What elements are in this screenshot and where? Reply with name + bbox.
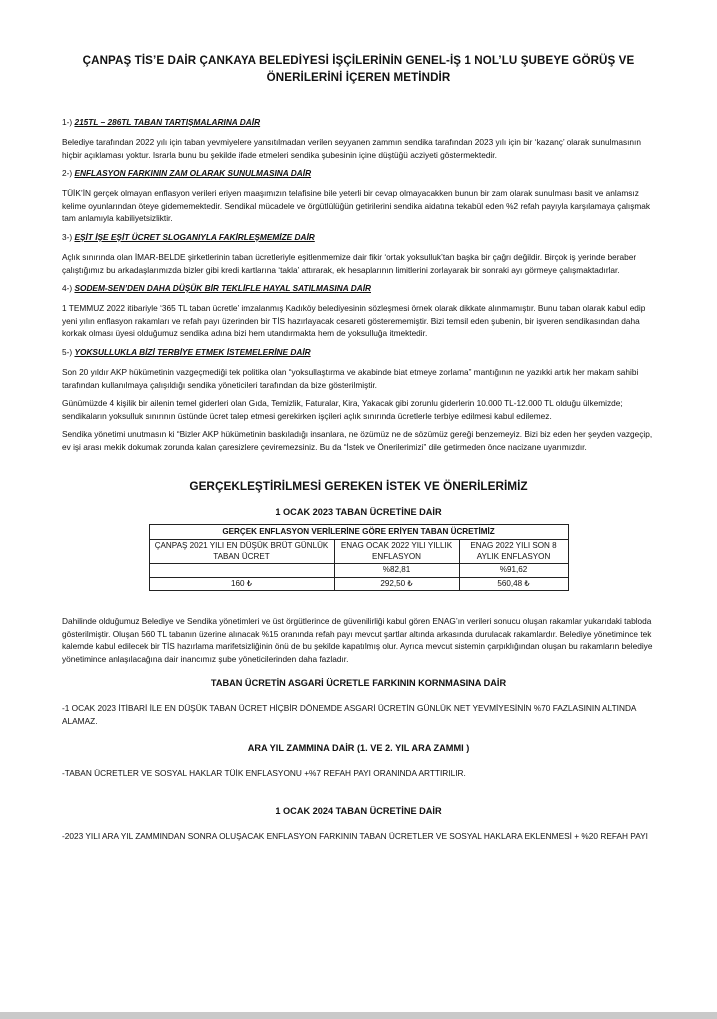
- table-cell: 560,48 ₺: [459, 577, 568, 591]
- section-number: 2-): [62, 168, 73, 179]
- section-heading: [62, 167, 655, 179]
- document-title: ÇANPAŞ TİS’E DAİR ÇANKAYA BELEDİYESİ İŞÇİLERİNİN GENEL-İŞ 1 NOL’LU ŞUBEYE GÖRÜŞ VE ÖNERİLERİNİ İÇEREN METİNDİR: [82, 54, 635, 84]
- section-heading: [62, 231, 655, 243]
- section-number: 4-): [62, 283, 73, 294]
- section-heading: [62, 282, 655, 294]
- section-label: ENFLASYON FARKININ ZAM OLARAK SUNULMASINA DAİR: [74, 168, 312, 179]
- section-paragraph: TÜİK’İN gerçek olmayan enflasyon verileri eriyen maaşımızın telafisine bile yeterli bir cevap olmayacakken bunun bir zam olarak sunulması basit ve anlamsız kelime oyunlarından öteye gidememektedir. Sendikal mücadele ve örgütlülüğün getirilerini sendika aidatına tekabül eden %2 refah payıyla karşılamaya çalışmak tam anlamıyla kabiliyetsizliktir.: [62, 188, 651, 224]
- table-cell: 160 ₺: [149, 577, 334, 591]
- section-1: [62, 116, 655, 161]
- gap-heading: TABAN ÜCRETİN ASGARİ ÜCRETLE FARKININ KORNMASINA DAİR: [210, 678, 507, 689]
- section-4: [62, 282, 655, 340]
- inflation-table: [149, 524, 569, 592]
- section-5: [62, 346, 655, 454]
- section-number: 3-): [62, 231, 73, 242]
- table-cell: %82,81: [334, 564, 459, 578]
- section-2: [62, 167, 655, 225]
- section-paragraph: Açlık sınırında olan İMAR-BELDE şirketlerinin taban ücretleriyle eşitlenmemize dair fikir ‘ortak yoksulluk’tan başka bir çağrı değildir. Birçok iş yerinde beraber çalıştığımız bu arkadaşlarımızda bizler gibi kredi kartlarına ‘takla’ attırarak, ek hesaplarının limitlerini zorlayarak bir sonraki ayı görmeye çalışmaktadırlar.: [62, 251, 637, 275]
- section-number: 5-): [62, 346, 73, 357]
- table-header-cell: ENAG 2022 YILI SON 8 AYLIK ENFLASYON: [459, 540, 568, 564]
- table-cell: %91,62: [459, 564, 568, 578]
- demands-heading: GERÇEKLEŞTİRİLMESİ GEREKEN İSTEK VE ÖNERİLERİMİZ: [189, 478, 528, 493]
- section-paragraph: Günümüzde 4 kişilik bir ailenin temel giderleri olan Gıda, Temizlik, Faturalar, Kira, Yakacak gibi zorunlu giderlerin 10.000 TL-12.000 TL olduğu ülkemizde; sendikaların yoksulluk sınırının üstünde ücret talep etmesi gerekirken işçileri açlık sınırında ücretlerle terbiye edilmesi kabul edilemez.: [62, 398, 623, 421]
- jan-2024-text: -2023 YILI ARA YIL ZAMMINDAN SONRA OLUŞACAK ENFLASYON FARKININ TABAN ÜCRETLER VE SOSYAL HAKLARA EKLENMESİ + %20 REFAH PAYI: [62, 831, 648, 842]
- table-header-cell: ENAG OCAK 2022 YILI YILLIK ENFLASYON: [334, 540, 459, 564]
- section-label: EŞİT İŞE EŞİT ÜCRET SLOGANIYLA FAKİRLEŞMEMİZE DAİR: [74, 231, 315, 242]
- midyear-text: -TABAN ÜCRETLER VE SOSYAL HAKLAR TÜİK ENFLASYONU +%7 REFAH PAYI ORANINDA ARTTIRILIR.: [62, 767, 466, 778]
- page-bottom-edge: [0, 1012, 717, 1019]
- table-cell: [149, 564, 334, 578]
- jan-2024-heading: 1 OCAK 2024 TABAN ÜCRETİNE DAİR: [275, 806, 442, 817]
- section-paragraph: Belediye tarafından 2022 yılı için taban yevmiyelere yansıtılmadan verilen seyyanen zammın sendika tarafından 2023 yılı için bir ‘kazanç’ olarak sunulmasının hiçbir açıklaması yoktur. Israrla bunu bu şekilde ifade etmeleri sendika şubesinin içine düştüğü acziyeti göstermektedir.: [62, 137, 641, 160]
- section-heading: [62, 116, 655, 128]
- table-caption: GERÇEK ENFLASYON VERİLERİNE GÖRE ERİYEN TABAN ÜCRETİMİZ: [149, 524, 568, 540]
- table-note: Dahilinde olduğumuz Belediye ve Sendika yönetimleri ve üst örgütlerince de güvenilirliği kabul gören ENAG’ın verileri sonucu oluşan rakamlar yukarıdaki tabloda gösterilmiştir. Oluşan 560 TL tabanın üzerine alınacak %15 oranında refah payı mevcut şartlar altında arkasında durulacak rakamlardır. Belediye yönetimince tek kalemde kabul edilecek bir TİS hazırlama marifetsizliğinin önü de bu şekilde kapatılmış olur. Ayrıca mevcut sistemin çarpıklığından oluşan bu rakamların belediye yönetimince anlaşılacağına dair inancımız şube yöneticilerinden daha fazladır.: [62, 616, 653, 664]
- section-paragraph: Son 20 yıldır AKP hükümetinin vazgeçmediği tek politika olan “yoksullaştırma ve akabinde biat etmeye zorlama” mantığının ne yazıkki artık her makam sahibi tarafından kullanılmaya çalışıldığı sendika yöneticileri tarafından da bize gösterilmiştir.: [62, 366, 639, 390]
- section-number: 1-): [62, 117, 73, 127]
- section-label: SODEM-SEN’DEN DAHA DÜŞÜK BİR TEKLİFLE HAYAL SATILMASINA DAİR: [74, 283, 371, 294]
- table-cell: 292,50 ₺: [334, 577, 459, 591]
- gap-text: -1 OCAK 2023 İTİBARİ İLE EN DÜŞÜK TABAN ÜCRET HİÇBİR DÖNEMDE ASGARİ ÜCRETİN GÜNLÜK NET YEVMİYESİNİN %70 FAZLASININ ALTINDA ALAMAZ.: [62, 703, 637, 726]
- jan-2023-heading: 1 OCAK 2023 TABAN ÜCRETİNE DAİR: [275, 506, 442, 517]
- section-3: [62, 231, 655, 276]
- table-header-cell: ÇANPAŞ 2021 YILI EN DÜŞÜK BRÜT GÜNLÜK TABAN ÜCRET: [149, 540, 334, 564]
- section-paragraph: Sendika yönetimi unutmasın ki “Bizler AKP hükümetinin baskıladığı insanlara, ne özümüz ne de sözümüz gereği benzemeyiz. Bizi biz eden her şeyden vazgeçip, ev işi arası mekik dokumak zorunda kalan çaresizlere çeviremezsiniz. Bu da “İstek ve Önerilerimizi” dile getirmeden önce nacizane uyarımızdır.: [62, 429, 653, 452]
- midyear-heading: ARA YIL ZAMMINA DAİR (1. VE 2. YIL ARA ZAMMI ): [247, 742, 470, 753]
- section-heading: [62, 346, 655, 358]
- section-label: YOKSULLUKLA BİZİ TERBİYE ETMEK İSTEMELERİNE DAİR: [74, 346, 311, 357]
- section-label: 215TL – 286TL TABAN TARTIŞMALARINA DAİR: [74, 117, 261, 127]
- section-paragraph: 1 TEMMUZ 2022 itibariyle ‘365 TL taban ücretle’ imzalanmış Kadıköy belediyesinin sözleşmesi örnek olarak dikkate alınmamıştır. Bunu taban olarak kabul edip yeni yılın enflasyon rakamları ve refah payı üzerinden bir TİS hazırlayacak cesareti gösterememiştir. Bizi temsil eden şubenin, bir işveren sendikasından daha korkak olması üyesi olduğumuz sendika adına bizi hem utandırmakta hem de yoksulluğa itmektedir.: [62, 303, 646, 339]
